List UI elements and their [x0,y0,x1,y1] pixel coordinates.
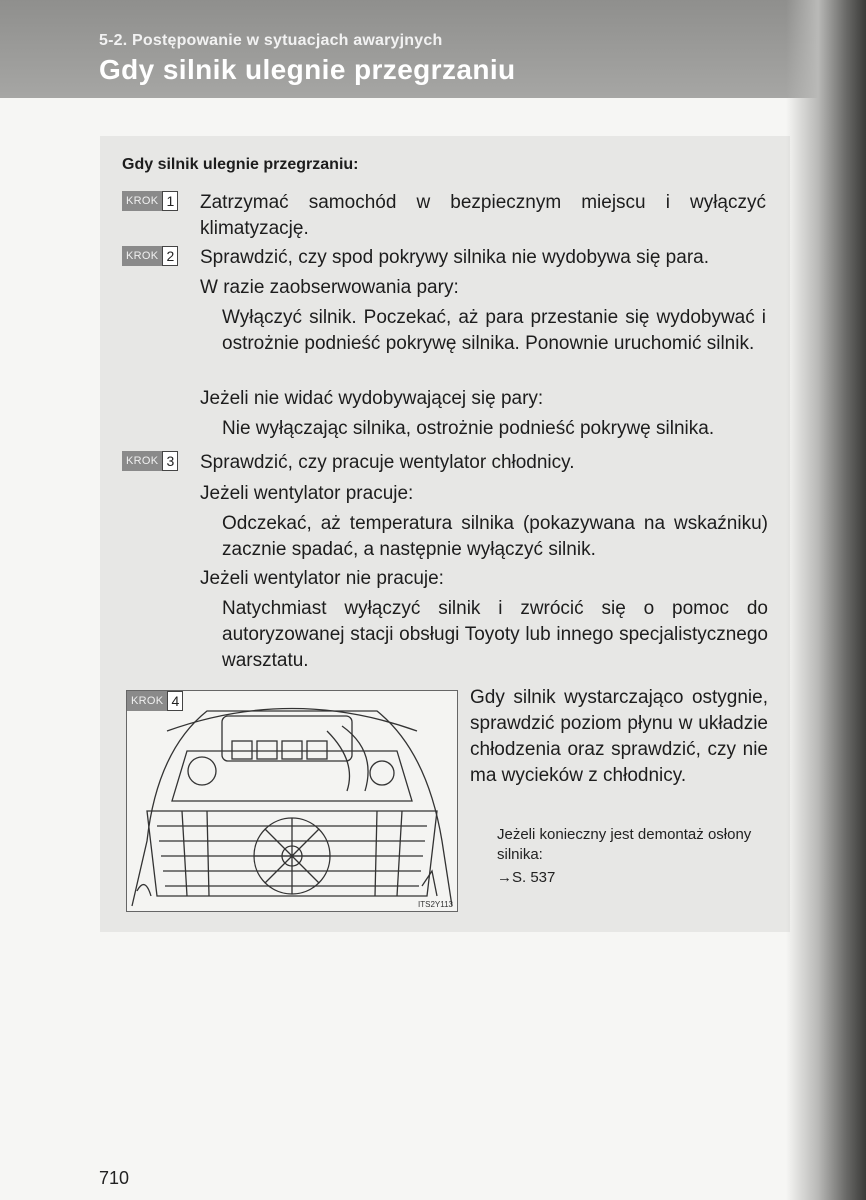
step-badge-label: KROK [122,246,162,266]
step-badge-number: 4 [167,691,183,711]
step-3-condition-1-label: Jeżeli wentylator pracuje: [200,483,414,504]
step-1-text: Zatrzymać samochód w bezpiecznym miejscu i wyłączyć klimatyzację. [200,192,766,239]
step-4-text: Gdy silnik wystarczająco ostygnie, sprawdzić poziom płynu w układzie chłodzenia oraz sprawdzić, czy nie ma wycieków z chłodnicy. [470,687,768,786]
step-badge-label: KROK [122,451,162,471]
step-badge-3 [122,451,178,471]
step-badge-4 [127,691,183,711]
step-badge-2 [122,246,178,266]
step-3-condition-2-label: Jeżeli wentylator nie pracuje: [200,568,444,589]
step-badge-1 [122,191,178,211]
figure-code: ITS2Y113 [418,900,453,909]
cover-removal-note: Jeżeli konieczny jest demontaż osłony silnika: [497,826,752,863]
step-2-condition-2-action: Nie wyłączając silnika, ostrożnie podnieść pokrywę silnika. [222,418,715,439]
step-2-text: Sprawdzić, czy spod pokrywy silnika nie wydobywa się para. [200,247,709,268]
step-2-condition-1-action: Wyłączyć silnik. Poczekać, aż para przestanie się wydobywać i ostrożnie podnieść pokrywę silnika. Ponownie uruchomić silnik. [222,307,766,354]
section-header [0,0,866,98]
step-2-condition-1-label: W razie zaobserwowania pary: [200,277,459,298]
page-binding-shadow [786,0,866,1200]
page-title: Gdy silnik ulegnie przegrzaniu [99,54,516,85]
step-badge-number: 2 [162,246,178,266]
step-badge-label: KROK [127,691,167,711]
page-reference[interactable]: →S. 537 [497,869,556,886]
section-label: 5-2. Postępowanie w sytuacjach awaryjnych [99,32,443,49]
engine-compartment-illustration [126,690,458,912]
step-badge-number: 3 [162,451,178,471]
step-badge-number: 1 [162,191,178,211]
step-3-condition-2-action: Natychmiast wyłączyć silnik i zwrócić się o pomoc do autoryzowanej stacji obsługi Toyoty lub innego specjalistycznego warsztatu. [222,598,768,671]
step-3-text: Sprawdzić, czy pracuje wentylator chłodnicy. [200,452,575,473]
step-2-condition-2-label: Jeżeli nie widać wydobywającej się pary: [200,388,544,409]
step-badge-label: KROK [122,191,162,211]
page-number: 710 [99,1168,130,1188]
box-title: Gdy silnik ulegnie przegrzaniu: [122,156,359,173]
engine-bay-drawing [127,691,457,911]
step-3-condition-1-action: Odczekać, aż temperatura silnika (pokazywana na wskaźniku) zacznie spadać, a następnie wyłączyć silnik. [222,513,768,560]
